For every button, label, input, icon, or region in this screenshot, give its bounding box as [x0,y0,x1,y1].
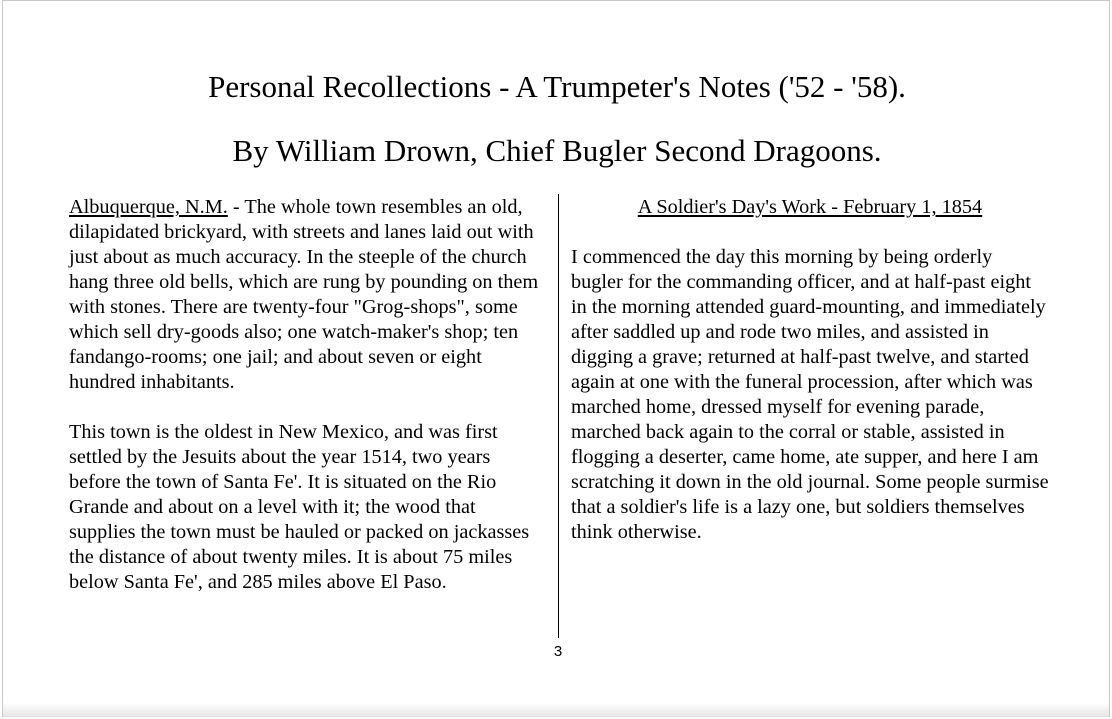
left-column [69,195,544,620]
right-paragraph-1: I commenced the day this morning by being orderly bugler for the commanding officer, and at half-past eight in the morning attended guard-mounting, and immediately after saddled up and rode two miles, and assisted in digging a grave; returned at half-past twelve, and started again at one with the funeral procession, after which was marched home, dressed myself for evening parade, marched back again to the corral or stable, assisted in flogging a deserter, came home, ate supper, and here I am scratching it down in the old journal. Some people surmise that a soldier's life is a lazy one, but soldiers themselves think otherwise. [571,246,1049,543]
page-title: Personal Recollections - A Trumpeter's Notes ('52 - '58). [208,69,906,104]
document-page [2,0,1110,717]
left-paragraph-1-text: - The whole town resembles an old, dilapidated brickyard, with streets and lanes laid out with just about as much accuracy. In the steeple of the church hang three old bells, which are rung by pounding on them with stones. There are twenty-four "Grog-shops", some which sell dry-goods also; one watch-maker's shop; ten fandango-rooms; one jail; and about seven or eight hundred inhabitants. [69,196,539,393]
right-column [571,195,1049,570]
place-heading: Albuquerque, N.M. [69,196,228,218]
page-subtitle: By William Drown, Chief Bugler Second Dragoons. [232,133,882,168]
column-divider [558,194,559,638]
right-heading-text: A Soldier's Day's Work - February 1, 1854 [637,196,983,218]
right-column-heading [571,195,1049,220]
left-paragraph-2: This town is the oldest in New Mexico, and was first settled by the Jesuits about the year 1514, two years before the town of Santa Fe'. It is situated on the Rio Grande and about on a level with it; the wood that supplies the town must be hauled or packed on jackasses the distance of about twenty miles. It is about 75 miles below Santa Fe', and 285 miles above El Paso. [69,421,530,593]
page-number: 3 [553,643,563,660]
page-bottom-shadow [3,703,1109,717]
left-paragraph-1 [69,195,544,395]
